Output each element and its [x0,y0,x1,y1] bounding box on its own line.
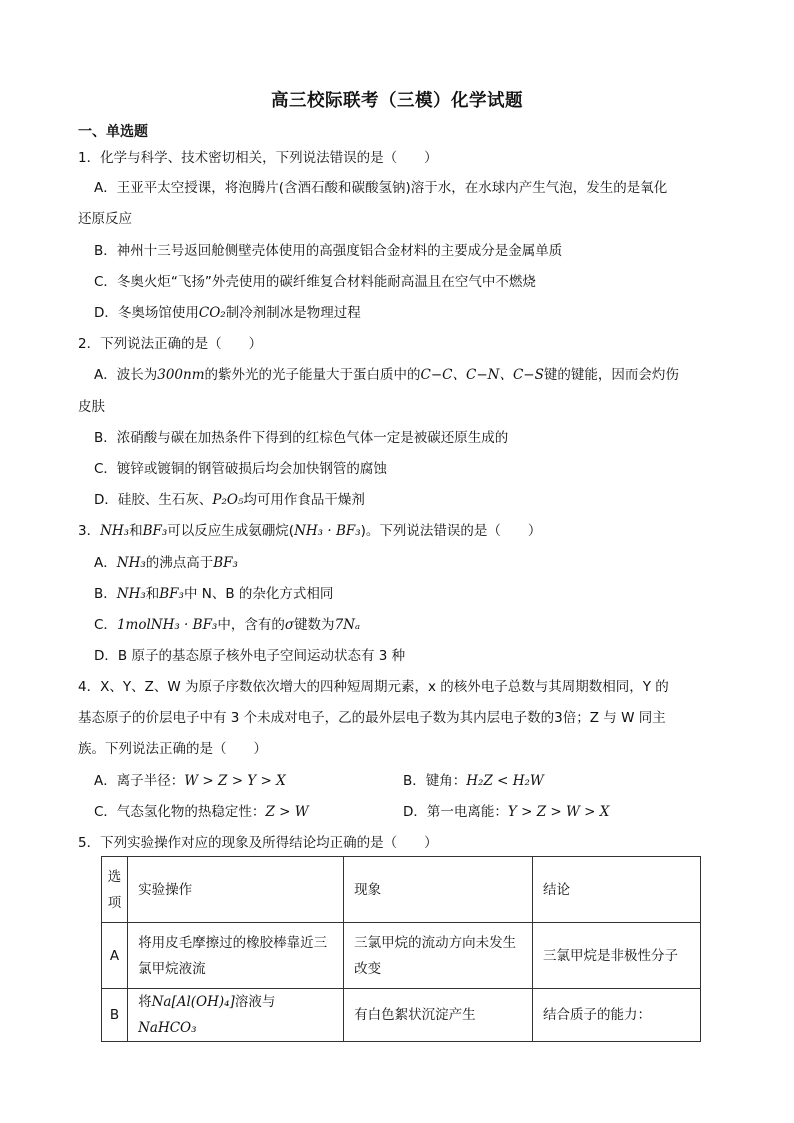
q3-b-label: B． [94,586,117,602]
row-b-op-formula2: NaHCO₃ [138,1020,197,1036]
q2-d-text: D．硅胶、生石灰、 [94,492,213,508]
row-a-operation: 将用皮毛摩擦过的橡胶棒靠近三氯甲烷液流 [128,923,344,989]
q3-formula-adduct: NH₃ · BF₃ [294,523,361,539]
q4-option-d [403,800,609,820]
q2-a-wavelength: 300nm [157,367,205,383]
q2-option-b: B．浓硝酸与碳在加热条件下得到的红棕色气体一定是被碳还原生成的 [94,430,509,446]
q2-a-text: A．波长为 [94,367,158,383]
q1-option-a-cont: 还原反应 [78,211,132,227]
q2-stem: 2．下列说法正确的是（ ） [78,336,263,352]
q2-a-bonds: C−C、C−N、C−S [420,367,544,383]
row-b-conclusion: 结合质子的能力： [532,989,700,1042]
q1-d-text-post: 制冷剂制冰是物理过程 [225,305,361,321]
q4-d-text: D．第一电离能： [403,804,508,820]
q1-d-text: D．冬奥场馆使用 [94,305,199,321]
row-a-conclusion: 三氯甲烷是非极性分子 [532,923,700,989]
q4-b-text: B．键角： [403,773,467,789]
header-operation: 实验操作 [128,857,344,923]
row-b-op-text: 将 [138,994,152,1010]
q3-option-c [94,613,360,633]
q4-d-relation: Y > Z > W > X [507,804,610,820]
q3-a-formula1: NH₃ [116,555,146,571]
header-option-text: 选项 [107,868,122,911]
q3-c-formula: 1molNH₃ · BF₃ [116,617,218,633]
section-heading: 一、单选题 [78,124,148,140]
q3-c-text2: 键数为 [294,617,335,633]
q3-c-label: C． [94,617,117,633]
q3-b-text: 中 N、B 的杂化方式相同 [183,586,334,602]
q1-option-d [94,301,361,321]
q1-option-a: A．王亚平太空授课，将泡腾片(含酒石酸和碳酸氢钠)溶于水，在水球内产生气泡，发生的是氧化 [94,180,668,196]
q3-b-formula2: BF₃ [159,586,184,602]
q3-b-formula1: NH₃ [116,586,146,602]
q1-stem: 1．化学与科学、技术密切相关，下列说法错误的是（ ） [78,150,438,166]
table-row [102,989,701,1042]
q3-text-post: )。下列说法错误的是（ ） [360,523,542,539]
row-b-op-text-mid: 溶液与 [234,994,276,1010]
q5-stem: 5．下列实验操作对应的现象及所得结论均正确的是（ ） [78,835,438,851]
q2-option-c: C．镀锌或镀铜的钢管破损后均会加快钢管的腐蚀 [94,461,387,477]
row-b-option: B [102,989,128,1042]
q4-stem-line2: 基态原子的价层电子中有 3 个未成对电子，乙的最外层电子数为其内层电子数的3倍；Z 与 W 同主 [78,710,666,726]
table-row [102,923,701,989]
q4-c-text: C．气态氢化物的热稳定性： [94,804,266,820]
q3-formula-nh3: NH₃ [100,523,130,539]
q2-option-a [94,363,679,383]
row-b-op-formula1: Na[Al(OH)₄] [151,994,235,1010]
q2-a-text-mid: 的紫外光的光子能量大于蛋白质中的 [204,367,421,383]
q4-a-relation: W > Z > Y > X [184,773,286,789]
row-a-option: A [102,923,128,989]
q4-stem-line3: 族。下列说法正确的是（ ） [78,741,267,757]
table-header-row [102,857,701,923]
q3-text: 可以反应生成氨硼烷( [167,523,295,539]
q3-b-text-and: 和 [145,586,160,602]
q3-number: 3． [78,523,101,539]
q3-a-text: 的沸点高于 [145,555,214,571]
q2-option-a-cont: 皮肤 [78,399,105,415]
q1-option-b: B．神州十三号返回舱侧壁壳体使用的高强度铝合金材料的主要成分是金属单质 [94,243,563,259]
q4-option-b [403,769,544,789]
q3-text-and: 和 [129,523,143,539]
row-b-operation [128,989,344,1042]
q1-option-c: C．冬奥火炬“飞扬”外壳使用的碳纤维复合材料能耐高温且在空气中不燃烧 [94,274,536,290]
q2-d-formula: P₂O₅ [212,492,244,508]
q4-stem-line1: 4．X、Y、Z、W 为原子序数依次增大的四种短周期元素，x 的核外电子总数与其周期数相同，Y 的 [78,679,669,695]
q3-stem [78,519,541,539]
header-phenomenon: 现象 [344,857,533,923]
q2-d-text-post: 均可用作食品干燥剂 [243,492,365,508]
experiment-table [101,856,701,1042]
q4-a-text: A．离子半径： [94,773,185,789]
q3-formula-bf3: BF₃ [142,523,168,539]
q3-option-d: D．B 原子的基态原子核外电子空间运动状态有 3 种 [94,648,406,664]
q3-c-sigma: σ [284,617,295,633]
q2-option-d [94,488,365,508]
q3-option-a [94,551,238,571]
q3-c-value: 7Nₐ [334,617,361,633]
q4-b-relation: H₂Z < H₂W [466,773,544,789]
header-option [102,857,128,923]
q1-d-formula: CO₂ [198,305,226,321]
q4-option-a [94,769,286,789]
q3-a-label: A． [94,555,117,571]
q2-a-text-post: 键的键能，因而会灼伤 [543,367,679,383]
q3-a-formula2: BF₃ [213,555,238,571]
header-conclusion: 结论 [532,857,700,923]
q4-c-relation: Z > W [265,804,309,820]
q4-option-c [94,800,309,820]
q3-c-text: 中，含有的 [217,617,285,633]
q3-option-b [94,582,333,602]
row-b-phenomenon: 有白色絮状沉淀产生 [344,989,533,1042]
page-title: 高三校际联考（三模）化学试题 [271,91,523,111]
row-a-phenomenon: 三氯甲烷的流动方向未发生改变 [344,923,533,989]
